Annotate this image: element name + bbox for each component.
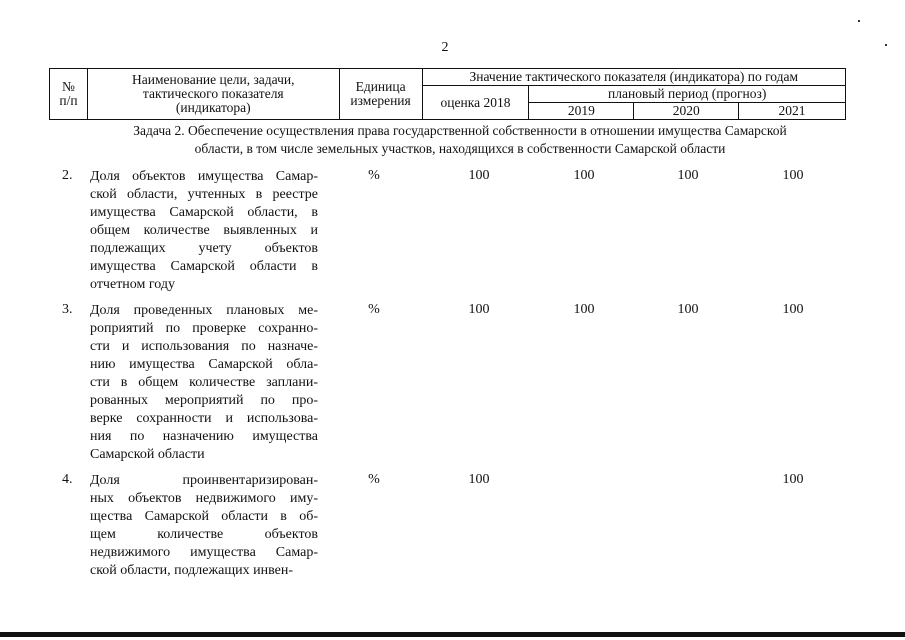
row-name-line: Самарской области [90,447,205,462]
row-name [90,168,318,294]
scan-speck [858,20,860,22]
page-number: 2 [441,40,449,55]
row-name-line: ской области, учтенных в реестре [90,187,318,202]
row-num: 2. [62,168,73,183]
row-name-line: общем количестве выявленных и [90,223,318,238]
row-name-line: верке сохранности и использова- [90,411,318,426]
header-name: Наименование цели, задачи, тактического показателя (индикатора) [87,69,339,120]
header-values-group: Значение тактического показателя (индикатора) по годам [422,69,845,86]
row-name-line: рованных мероприятий по про- [90,393,318,408]
row-name-line: имущества Самарской области, в [90,205,318,220]
row-value-2021: 100 [782,472,804,487]
row-name-line: щем количестве объектов [90,527,318,542]
header-unit: Единица измерения [339,69,422,120]
task-title: Задача 2. Обеспечение осуществления права государственной собственности в отношении имущества Самарской области, в том числе земельных участков, находящихся в собственности Самарской области [133,123,787,156]
row-name-line: имущества Самарской области в [90,259,318,274]
row-name-line: ния по назначению имущества [90,429,318,444]
row-name-line: ных объектов недвижимого иму- [90,491,318,506]
row-estimate-2018: 100 [468,302,490,317]
row-name-line: сти в общем количестве заплани- [90,375,318,390]
row-estimate-2018: 100 [468,168,490,183]
row-name-line: недвижимого имущества Самар- [90,545,318,560]
row-value-2021: 100 [782,168,804,183]
indicator-table-header [49,68,846,120]
row-value-2019: 100 [573,302,595,317]
row-value-2021: 100 [782,302,804,317]
row-name-line: Доля объектов имущества Самар- [90,169,318,184]
row-unit: % [368,472,380,487]
row-name-line: подлежащих учету объектов [90,241,318,256]
row-name-line: щества Самарской области в об- [90,509,318,524]
row-unit: % [368,302,380,317]
header-year-2020: 2020 [634,103,739,120]
row-unit: % [368,168,380,183]
row-num: 3. [62,302,73,317]
row-name-line: Доля проведенных плановых ме- [90,303,318,318]
header-planned-period: плановый период (прогноз) [529,86,846,103]
row-name-line: роприятий по проверке сохранно- [90,321,318,336]
row-name-line: отчетном году [90,277,176,292]
row-name-line: нию имущества Самарской обла- [90,357,318,372]
row-name-line: ской области, подлежащих инвен- [90,563,294,578]
header-year-2021: 2021 [739,103,846,120]
header-estimate: оценка 2018 [422,86,529,120]
row-estimate-2018: 100 [468,472,490,487]
scan-border-bottom [0,632,905,637]
row-value-2019: 100 [573,168,595,183]
row-name-line: сти и использования по назначе- [90,339,318,354]
header-num: № п/п [50,69,88,120]
row-value-2020: 100 [677,302,699,317]
row-name [90,302,318,464]
row-num: 4. [62,472,73,487]
header-year-2019: 2019 [529,103,634,120]
row-value-2020: 100 [677,168,699,183]
row-name-line: Доля проинвентаризирован- [90,473,318,488]
row-name [90,472,318,580]
